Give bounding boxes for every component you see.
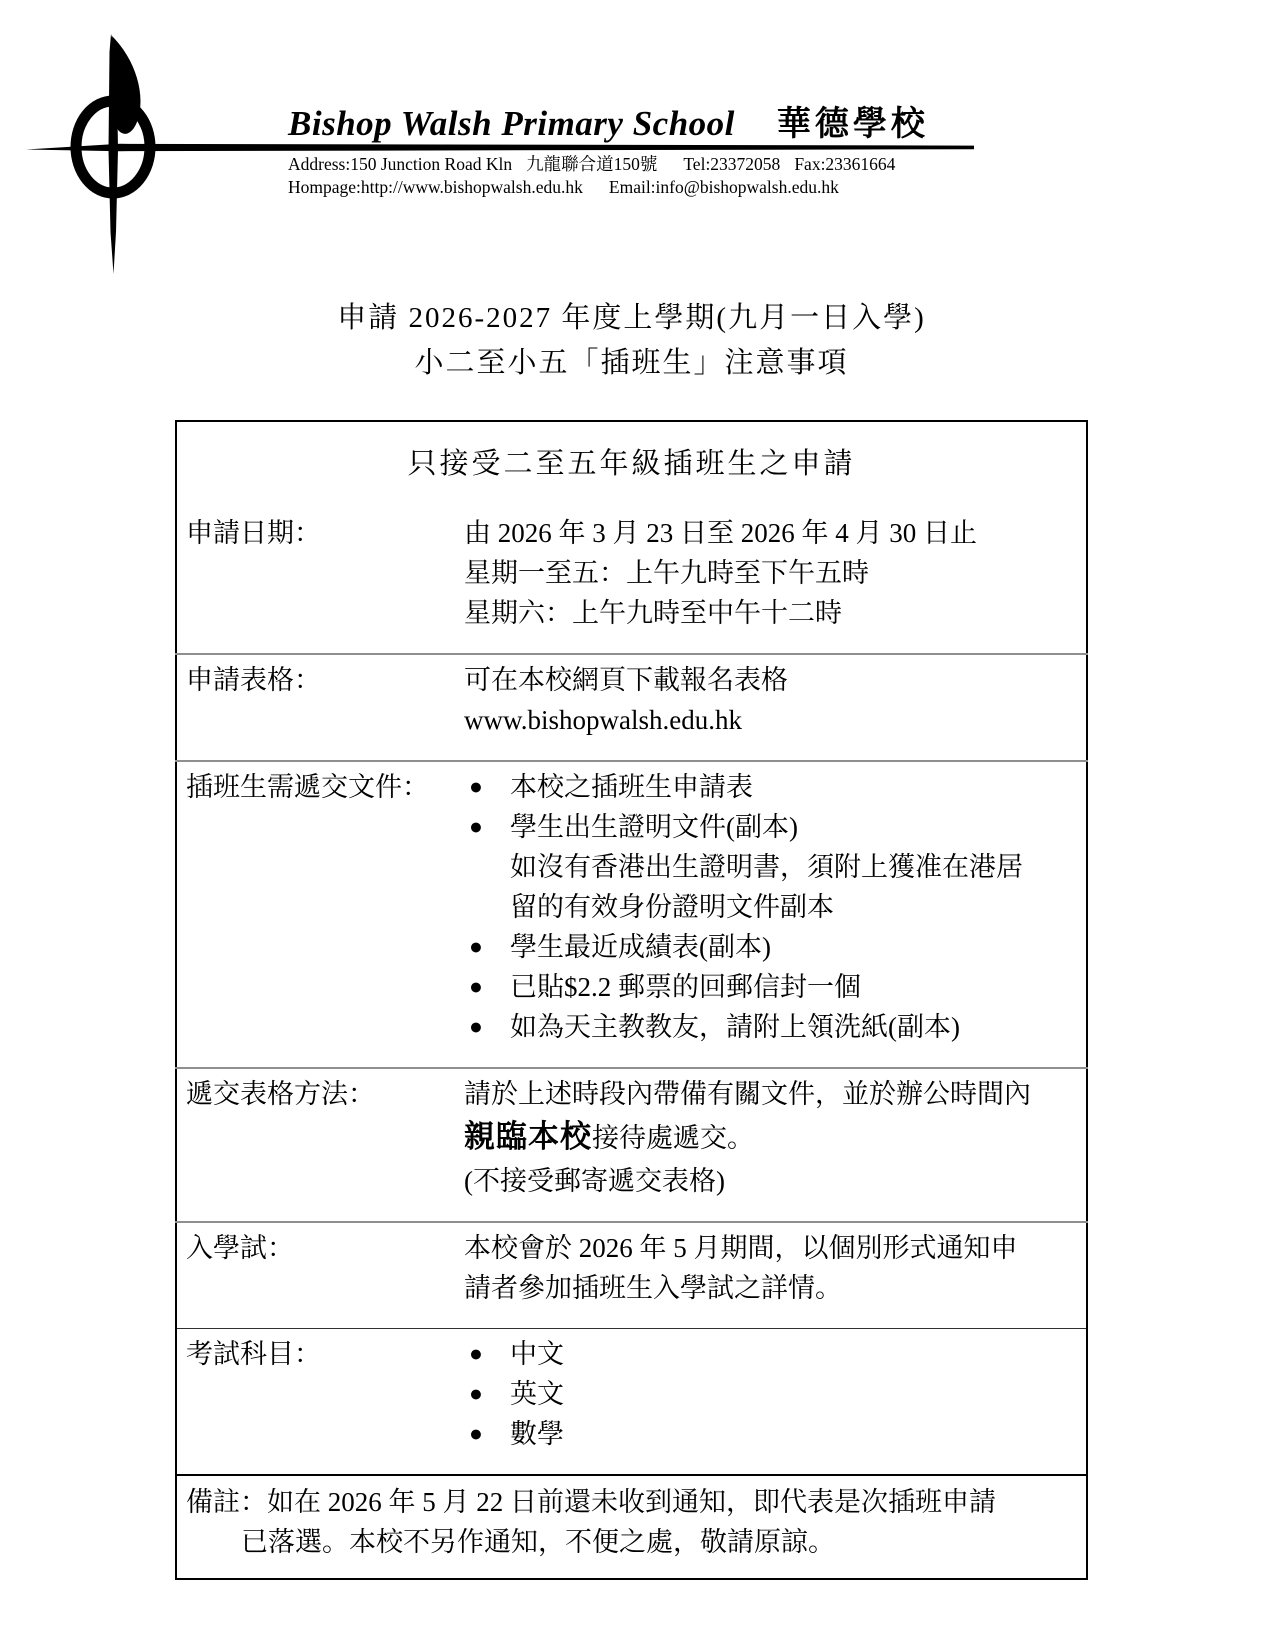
- submission-no-mail-note: (不接受郵寄遞交表格): [464, 1166, 725, 1196]
- school-name-chinese: 華德學校: [776, 106, 929, 143]
- application-form-note: 可在本校網頁下載報名表格: [464, 665, 788, 695]
- submission-in-person-emphasis: 親臨本校: [464, 1119, 592, 1154]
- phone-number: Tel:23372058: [683, 154, 781, 174]
- document-item: [464, 767, 1080, 807]
- row-content-submission-method: [456, 1068, 1087, 1222]
- row-entrance-exam: [176, 1222, 1087, 1329]
- fax-number: Fax:23361664: [794, 154, 896, 174]
- remarks-cell: [176, 1475, 1087, 1579]
- submission-instruction: 請於上述時段內帶備有關文件，並於辦公時間內: [464, 1079, 1031, 1109]
- remarks-line1: 備註：如在 2026 年 5 月 22 日前還未收到通知，即代表是次插班申請: [186, 1487, 996, 1517]
- application-form-url: www.bishopwalsh.edu.hk: [464, 705, 742, 735]
- row-content-application-date: [456, 508, 1087, 654]
- banner-text: 只接受二至五年級插班生之申請: [407, 448, 856, 480]
- letterhead-contact-block: [288, 153, 909, 199]
- document-item-continuation: 留的有效身份證明文件副本: [510, 892, 834, 922]
- document-item-text: 學生最近成績表(副本): [510, 932, 771, 962]
- bullet-icon: ●: [469, 1381, 483, 1406]
- row-application-form: [176, 654, 1087, 761]
- school-name: [288, 96, 929, 145]
- row-required-documents: [176, 761, 1087, 1068]
- row-label-entrance-exam: 入學試：: [176, 1222, 456, 1329]
- row-submission-method: [176, 1068, 1087, 1222]
- exam-subject-english: 英文: [510, 1379, 564, 1409]
- row-application-date: [176, 508, 1087, 654]
- notice-table: [175, 420, 1088, 1580]
- document-title-line1: 申請 2026-2027 年度上學期(九月一日入學): [337, 302, 926, 334]
- application-date-period: 由 2026 年 3 月 23 日至 2026 年 4 月 30 日止: [464, 518, 977, 548]
- exam-subject-chinese: 中文: [510, 1339, 564, 1369]
- document-item: [464, 807, 1080, 847]
- application-date-saturday-hours: 星期六：上午九時至中午十二時: [464, 598, 842, 628]
- row-label-submission-method: 遞交表格方法：: [176, 1068, 456, 1222]
- document-title: [175, 296, 1088, 386]
- address-chinese: 九龍聯合道150號: [526, 154, 658, 174]
- submission-in-person-rest: 接待處遞交。: [592, 1123, 754, 1153]
- bullet-icon: ●: [469, 934, 483, 959]
- exam-subject-item: [464, 1374, 1080, 1414]
- document-item-text: 已貼$2.2 郵票的回郵信封一個: [510, 972, 861, 1002]
- bullet-icon: ●: [469, 774, 483, 799]
- row-content-exam-subjects: [456, 1329, 1087, 1476]
- document-item-text: 學生出生證明文件(副本): [510, 812, 798, 842]
- exam-subject-item: [464, 1334, 1080, 1374]
- row-label-application-date: 申請日期：: [186, 518, 321, 548]
- row-exam-subjects: [176, 1329, 1087, 1476]
- bullet-icon: ●: [469, 1421, 483, 1446]
- bullet-icon: ●: [469, 1341, 483, 1366]
- document-item: [464, 1007, 1080, 1047]
- bullet-icon: ●: [469, 814, 483, 839]
- row-remarks: [176, 1475, 1087, 1579]
- remarks-line2: 已落選。本校不另作通知，不便之處，敬請原諒。: [241, 1527, 835, 1557]
- logo-flag: [112, 36, 140, 134]
- exam-subject-item: [464, 1414, 1080, 1454]
- row-content-required-documents: [456, 761, 1087, 1068]
- row-content-entrance-exam: [456, 1222, 1087, 1329]
- row-label-application-form: 申請表格：: [176, 654, 456, 761]
- row-label-required-documents: 插班生需遞交文件：: [176, 761, 456, 1068]
- document-item: [464, 967, 1080, 1007]
- table-banner-row: [176, 421, 1087, 508]
- homepage-line: [288, 176, 909, 199]
- address-line: [288, 153, 909, 176]
- letterhead: [0, 0, 1275, 282]
- document-item-continuation: 如沒有香港出生證明書，須附上獲准在港居: [510, 852, 1023, 882]
- application-date-weekday-hours: 星期一至五：上午九時至下午五時: [464, 558, 869, 588]
- entrance-exam-notice: 本校會於 2026 年 5 月期間，以個別形式通知申: [464, 1233, 1018, 1263]
- address-english: Address:150 Junction Road Kln: [288, 154, 513, 174]
- school-name-english: Bishop Walsh Primary School: [288, 104, 735, 143]
- bullet-icon: ●: [469, 1014, 483, 1039]
- document-item-text: 如為天主教教友，請附上領洗紙(副本): [510, 1012, 960, 1042]
- entrance-exam-notice-cont: 請者參加插班生入學試之詳情。: [464, 1273, 842, 1303]
- email-address: Email:info@bishopwalsh.edu.hk: [608, 177, 839, 197]
- document-item: [464, 927, 1080, 967]
- document-title-line2: 小二至小五「插班生」注意事項: [414, 347, 849, 379]
- document-item-text: 本校之插班生申請表: [510, 772, 753, 802]
- bullet-icon: ●: [469, 974, 483, 999]
- row-content-application-form: [456, 654, 1087, 761]
- submission-in-person-line: [464, 1114, 1080, 1161]
- exam-subject-math: 數學: [510, 1419, 564, 1449]
- homepage-url: Hompage:http://www.bishopwalsh.edu.hk: [288, 177, 583, 197]
- row-label-exam-subjects: 考試科目：: [176, 1329, 456, 1476]
